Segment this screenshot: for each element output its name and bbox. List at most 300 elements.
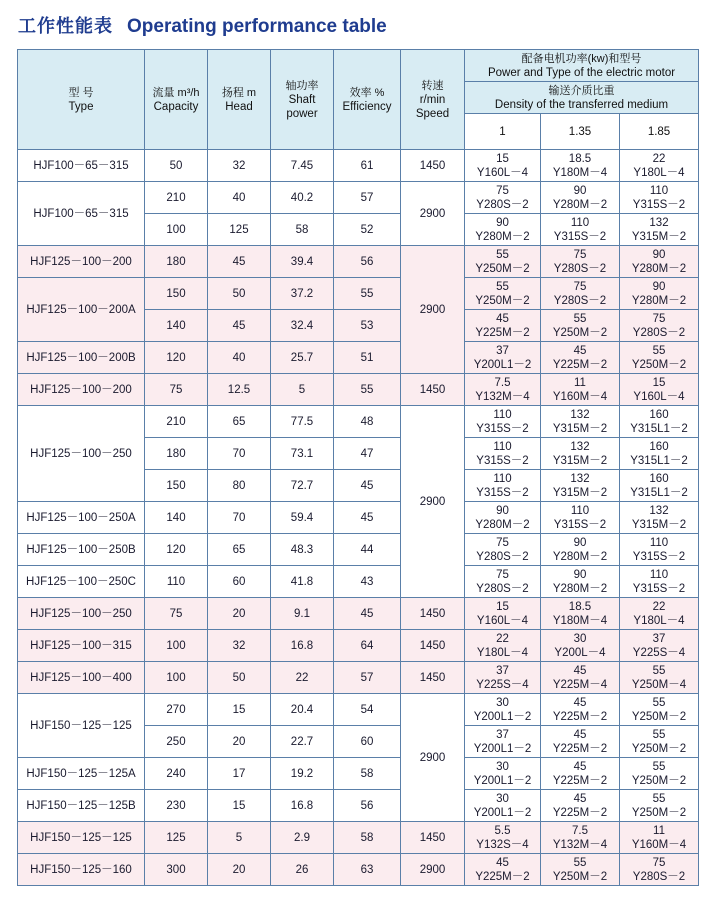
motor-power: 55 — [496, 280, 509, 293]
cell-motor — [620, 150, 699, 182]
header-type: 型 号 Type — [18, 50, 145, 150]
motor-power: 110 — [570, 504, 590, 517]
cell-efficiency: 45 — [334, 598, 401, 630]
cell-shaft-power: 2.9 — [271, 822, 334, 854]
cell-motor — [620, 758, 699, 790]
cell-efficiency: 56 — [334, 246, 401, 278]
motor-type: Y132M－4 — [552, 838, 608, 851]
motor-power: 110 — [493, 408, 512, 421]
motor-power: 132 — [570, 472, 590, 485]
cell-capacity: 140 — [145, 502, 208, 534]
cell-motor — [465, 534, 541, 566]
motor-type: Y280M－2 — [475, 230, 530, 243]
cell-head: 40 — [208, 182, 271, 214]
cell-model: HJF125－100－315 — [18, 630, 145, 662]
motor-power: 15 — [496, 600, 509, 613]
cell-capacity: 230 — [145, 790, 208, 822]
motor-power: 90 — [496, 504, 509, 517]
cell-head: 65 — [208, 534, 271, 566]
cell-motor — [620, 822, 699, 854]
cell-head: 45 — [208, 310, 271, 342]
motor-type: Y280M－2 — [631, 262, 687, 275]
cell-head: 80 — [208, 470, 271, 502]
cell-capacity: 150 — [145, 278, 208, 310]
cell-model: HJF125－100－250B — [18, 534, 145, 566]
motor-power: 90 — [573, 536, 587, 549]
cell-capacity: 180 — [145, 246, 208, 278]
motor-power: 15 — [652, 376, 666, 389]
motor-power: 45 — [573, 696, 587, 709]
cell-efficiency: 44 — [334, 534, 401, 566]
motor-type: Y280S－2 — [476, 582, 529, 595]
motor-type: Y250M－2 — [475, 262, 530, 275]
cell-capacity: 125 — [145, 822, 208, 854]
cell-motor — [541, 758, 620, 790]
cell-motor — [541, 438, 620, 470]
cell-capacity: 75 — [145, 598, 208, 630]
motor-type: Y180M－4 — [552, 166, 608, 179]
cell-head: 32 — [208, 630, 271, 662]
performance-table — [17, 49, 699, 886]
cell-shaft-power: 25.7 — [271, 342, 334, 374]
cell-motor — [465, 854, 541, 886]
motor-type: Y315M－2 — [552, 486, 608, 499]
cell-motor — [541, 790, 620, 822]
motor-type: Y250M－4 — [631, 678, 687, 691]
motor-power: 45 — [573, 728, 587, 741]
cell-motor — [541, 342, 620, 374]
motor-power: 55 — [652, 664, 666, 677]
cell-motor — [620, 502, 699, 534]
cell-capacity: 120 — [145, 534, 208, 566]
cell-motor — [620, 566, 699, 598]
motor-power: 45 — [573, 792, 587, 805]
motor-type: Y225M－2 — [552, 742, 608, 755]
cell-capacity: 270 — [145, 694, 208, 726]
page-title — [18, 12, 387, 42]
motor-type: Y280M－2 — [552, 550, 608, 563]
cell-shaft-power: 26 — [271, 854, 334, 886]
motor-type: Y200L1－2 — [473, 710, 532, 723]
motor-power: 7.5 — [572, 824, 588, 837]
cell-shaft-power: 16.8 — [271, 790, 334, 822]
cell-model: HJF150－125－125 — [18, 822, 145, 854]
cell-speed: 2900 — [401, 854, 465, 886]
cell-motor — [541, 374, 620, 406]
motor-power: 90 — [496, 216, 509, 229]
motor-power: 11 — [653, 824, 665, 837]
cell-shaft-power: 9.1 — [271, 598, 334, 630]
cell-motor — [620, 438, 699, 470]
cell-capacity: 300 — [145, 854, 208, 886]
motor-power: 75 — [496, 184, 509, 197]
cell-motor — [541, 150, 620, 182]
cell-capacity: 100 — [145, 214, 208, 246]
cell-model: HJF125－100－200 — [18, 246, 145, 278]
motor-power: 30 — [496, 760, 509, 773]
cell-motor — [541, 214, 620, 246]
motor-power: 7.5 — [494, 376, 511, 389]
cell-motor — [620, 694, 699, 726]
title-cn: 工作性能表 — [18, 16, 113, 37]
cell-motor — [620, 662, 699, 694]
cell-efficiency: 54 — [334, 694, 401, 726]
cell-model: HJF150－125－125 — [18, 694, 145, 758]
cell-capacity: 100 — [145, 630, 208, 662]
motor-type: Y315S－2 — [632, 550, 686, 563]
motor-power: 75 — [496, 536, 509, 549]
motor-power: 110 — [493, 440, 512, 453]
cell-motor — [465, 150, 541, 182]
motor-type: Y250M－2 — [631, 806, 687, 819]
motor-type: Y250M－2 — [552, 870, 608, 883]
motor-type: Y280S－2 — [476, 198, 529, 211]
table-row — [18, 278, 699, 310]
cell-motor — [620, 182, 699, 214]
motor-type: Y200L1－2 — [473, 806, 532, 819]
cell-efficiency: 53 — [334, 310, 401, 342]
motor-power: 45 — [573, 344, 587, 357]
motor-power: 45 — [496, 856, 509, 869]
cell-motor — [541, 182, 620, 214]
density-2: 1.35 — [541, 114, 620, 150]
motor-type: Y200L－4 — [554, 646, 606, 659]
motor-type: Y200L1－2 — [473, 774, 532, 787]
motor-power: 5.5 — [494, 824, 511, 837]
motor-type: Y250M－2 — [631, 774, 687, 787]
cell-speed: 2900 — [401, 246, 465, 374]
cell-model: HJF125－100－200 — [18, 374, 145, 406]
cell-speed: 1450 — [401, 822, 465, 854]
cell-capacity: 120 — [145, 342, 208, 374]
table-row — [18, 598, 699, 630]
motor-power: 45 — [573, 760, 587, 773]
table-row — [18, 406, 699, 438]
header-capacity: 流量 m³/h Capacity — [145, 50, 208, 150]
motor-type: Y315M－2 — [631, 518, 687, 531]
cell-head: 50 — [208, 278, 271, 310]
motor-type: Y225S－4 — [476, 678, 529, 691]
cell-efficiency: 43 — [334, 566, 401, 598]
cell-head: 125 — [208, 214, 271, 246]
table-row — [18, 694, 699, 726]
motor-type: Y280M－2 — [552, 582, 608, 595]
cell-shaft-power: 41.8 — [271, 566, 334, 598]
motor-type: Y225M－2 — [475, 326, 530, 339]
cell-model: HJF125－100－250A — [18, 502, 145, 534]
cell-motor — [620, 790, 699, 822]
motor-type: Y160L－4 — [633, 390, 685, 403]
motor-power: 11 — [574, 376, 586, 389]
cell-shaft-power: 72.7 — [271, 470, 334, 502]
table-row — [18, 342, 699, 374]
cell-capacity: 100 — [145, 662, 208, 694]
cell-motor — [541, 854, 620, 886]
cell-motor — [620, 598, 699, 630]
cell-motor — [465, 246, 541, 278]
motor-power: 110 — [649, 536, 669, 549]
cell-motor — [620, 470, 699, 502]
motor-type: Y280S－2 — [553, 262, 607, 275]
cell-head: 32 — [208, 150, 271, 182]
motor-type: Y315S－2 — [553, 230, 607, 243]
motor-type: Y250M－2 — [631, 358, 687, 371]
table-row — [18, 534, 699, 566]
cell-efficiency: 55 — [334, 278, 401, 310]
cell-model: HJF125－100－400 — [18, 662, 145, 694]
cell-efficiency: 51 — [334, 342, 401, 374]
motor-power: 110 — [570, 216, 590, 229]
cell-head: 15 — [208, 694, 271, 726]
motor-type: Y315S－2 — [476, 486, 529, 499]
header-head: 扬程 m Head — [208, 50, 271, 150]
cell-motor — [620, 854, 699, 886]
motor-type: Y180L－4 — [633, 166, 685, 179]
motor-power: 37 — [652, 632, 666, 645]
motor-power: 37 — [496, 728, 509, 741]
cell-motor — [465, 662, 541, 694]
cell-head: 5 — [208, 822, 271, 854]
motor-type: Y315M－2 — [552, 454, 608, 467]
cell-shaft-power: 77.5 — [271, 406, 334, 438]
motor-power: 55 — [652, 344, 666, 357]
table-row — [18, 566, 699, 598]
motor-power: 18.5 — [568, 152, 592, 165]
cell-motor — [620, 534, 699, 566]
motor-power: 55 — [652, 792, 666, 805]
cell-head: 70 — [208, 438, 271, 470]
motor-type: Y315M－2 — [552, 422, 608, 435]
header-shaft-power: 轴功率 Shaft power — [271, 50, 334, 150]
header-density: 输送介质比重 Density of the transferred medium — [465, 82, 699, 114]
cell-head: 60 — [208, 566, 271, 598]
cell-efficiency: 55 — [334, 374, 401, 406]
cell-efficiency: 58 — [334, 758, 401, 790]
cell-model: HJF125－100－250 — [18, 406, 145, 502]
motor-type: Y132S－4 — [476, 838, 529, 851]
motor-type: Y280S－2 — [476, 550, 529, 563]
cell-head: 65 — [208, 406, 271, 438]
motor-power: 110 — [493, 472, 512, 485]
cell-model: HJF125－100－250C — [18, 566, 145, 598]
motor-power: 132 — [649, 504, 669, 517]
table-row — [18, 246, 699, 278]
motor-power: 160 — [649, 408, 669, 421]
cell-head: 50 — [208, 662, 271, 694]
header-speed: 转速 r/min Speed — [401, 50, 465, 150]
motor-power: 30 — [496, 696, 509, 709]
cell-model: HJF150－125－125B — [18, 790, 145, 822]
cell-head: 20 — [208, 598, 271, 630]
cell-efficiency: 45 — [334, 470, 401, 502]
motor-power: 55 — [652, 760, 666, 773]
motor-type: Y180M－4 — [552, 614, 608, 627]
cell-shaft-power: 73.1 — [271, 438, 334, 470]
cell-shaft-power: 16.8 — [271, 630, 334, 662]
cell-capacity: 210 — [145, 406, 208, 438]
motor-type: Y160L－4 — [476, 614, 529, 627]
motor-type: Y225M－2 — [552, 774, 608, 787]
cell-model: HJF125－100－200B — [18, 342, 145, 374]
motor-type: Y315S－2 — [632, 582, 686, 595]
motor-power: 55 — [652, 728, 666, 741]
motor-type: Y280M－2 — [631, 294, 687, 307]
motor-power: 55 — [573, 312, 587, 325]
cell-efficiency: 64 — [334, 630, 401, 662]
motor-power: 90 — [652, 280, 666, 293]
cell-speed: 1450 — [401, 150, 465, 182]
cell-motor — [465, 214, 541, 246]
cell-capacity: 50 — [145, 150, 208, 182]
motor-type: Y315L1－2 — [630, 486, 688, 499]
cell-motor — [541, 598, 620, 630]
cell-motor — [465, 278, 541, 310]
motor-power: 45 — [496, 312, 509, 325]
motor-type: Y280S－2 — [553, 294, 607, 307]
cell-efficiency: 60 — [334, 726, 401, 758]
cell-model: HJF100－65－315 — [18, 182, 145, 246]
cell-motor — [620, 246, 699, 278]
cell-motor — [541, 406, 620, 438]
header-efficiency: 效率 % Efficiency — [334, 50, 401, 150]
cell-head: 20 — [208, 726, 271, 758]
cell-motor — [465, 758, 541, 790]
motor-power: 75 — [496, 568, 509, 581]
cell-motor — [541, 726, 620, 758]
cell-efficiency: 57 — [334, 182, 401, 214]
cell-head: 12.5 — [208, 374, 271, 406]
cell-speed: 1450 — [401, 374, 465, 406]
cell-speed: 2900 — [401, 406, 465, 598]
cell-shaft-power: 22 — [271, 662, 334, 694]
cell-motor — [541, 246, 620, 278]
cell-motor — [541, 470, 620, 502]
motor-type: Y250M－2 — [631, 710, 687, 723]
cell-shaft-power: 32.4 — [271, 310, 334, 342]
motor-type: Y160L－4 — [476, 166, 529, 179]
motor-type: Y280M－2 — [475, 518, 530, 531]
cell-shaft-power: 48.3 — [271, 534, 334, 566]
cell-motor — [465, 406, 541, 438]
cell-shaft-power: 40.2 — [271, 182, 334, 214]
cell-motor — [541, 822, 620, 854]
cell-motor — [465, 566, 541, 598]
motor-type: Y225S－4 — [632, 646, 686, 659]
cell-motor — [620, 406, 699, 438]
motor-type: Y225M－2 — [475, 870, 530, 883]
motor-type: Y315S－2 — [632, 198, 686, 211]
motor-power: 75 — [652, 856, 666, 869]
cell-speed: 1450 — [401, 630, 465, 662]
motor-type: Y250M－2 — [552, 326, 608, 339]
motor-power: 110 — [649, 568, 669, 581]
cell-motor — [541, 502, 620, 534]
table-row — [18, 502, 699, 534]
cell-head: 45 — [208, 246, 271, 278]
cell-capacity: 240 — [145, 758, 208, 790]
motor-power: 132 — [570, 440, 590, 453]
cell-head: 20 — [208, 854, 271, 886]
cell-head: 17 — [208, 758, 271, 790]
motor-power: 75 — [573, 248, 587, 261]
cell-efficiency: 63 — [334, 854, 401, 886]
cell-efficiency: 58 — [334, 822, 401, 854]
cell-motor — [465, 598, 541, 630]
cell-motor — [620, 310, 699, 342]
cell-motor — [465, 694, 541, 726]
cell-model: HJF125－100－250 — [18, 598, 145, 630]
title-en: Operating performance table — [127, 16, 387, 37]
cell-shaft-power: 39.4 — [271, 246, 334, 278]
cell-capacity: 180 — [145, 438, 208, 470]
cell-motor — [620, 342, 699, 374]
cell-motor — [541, 630, 620, 662]
cell-shaft-power: 20.4 — [271, 694, 334, 726]
motor-power: 45 — [573, 664, 587, 677]
cell-motor — [541, 278, 620, 310]
table-row — [18, 182, 699, 214]
cell-efficiency: 57 — [334, 662, 401, 694]
motor-power: 90 — [652, 248, 666, 261]
motor-power: 132 — [649, 216, 669, 229]
motor-power: 15 — [496, 152, 509, 165]
motor-type: Y315S－2 — [476, 454, 529, 467]
cell-motor — [541, 694, 620, 726]
cell-model: HJF150－125－160 — [18, 854, 145, 886]
motor-power: 160 — [649, 472, 669, 485]
cell-motor — [465, 470, 541, 502]
cell-motor — [620, 214, 699, 246]
table-row — [18, 822, 699, 854]
cell-capacity: 150 — [145, 470, 208, 502]
motor-type: Y225M－2 — [552, 710, 608, 723]
motor-power: 22 — [496, 632, 509, 645]
cell-capacity: 250 — [145, 726, 208, 758]
motor-power: 132 — [570, 408, 590, 421]
cell-efficiency: 48 — [334, 406, 401, 438]
cell-shaft-power: 5 — [271, 374, 334, 406]
motor-type: Y225M－2 — [552, 806, 608, 819]
header-motor: 配备电机功率(kw)和型号 Power and Type of the electric motor — [465, 50, 699, 82]
motor-type: Y250M－2 — [475, 294, 530, 307]
motor-type: Y132M－4 — [475, 390, 530, 403]
motor-type: Y315S－2 — [476, 422, 529, 435]
cell-shaft-power: 7.45 — [271, 150, 334, 182]
motor-power: 30 — [496, 792, 509, 805]
cell-motor — [465, 502, 541, 534]
cell-efficiency: 47 — [334, 438, 401, 470]
motor-type: Y280S－2 — [632, 326, 686, 339]
cell-shaft-power: 59.4 — [271, 502, 334, 534]
motor-type: Y180L－4 — [633, 614, 685, 627]
table-row — [18, 790, 699, 822]
motor-power: 37 — [496, 664, 509, 677]
motor-power: 55 — [496, 248, 509, 261]
motor-type: Y225M－2 — [552, 358, 608, 371]
motor-type: Y315S－2 — [553, 518, 607, 531]
motor-type: Y225M－4 — [552, 678, 608, 691]
motor-power: 55 — [573, 856, 587, 869]
cell-speed: 1450 — [401, 662, 465, 694]
motor-type: Y160M－4 — [552, 390, 608, 403]
cell-motor — [465, 310, 541, 342]
motor-power: 160 — [649, 440, 669, 453]
motor-type: Y315L1－2 — [630, 422, 688, 435]
cell-head: 15 — [208, 790, 271, 822]
cell-motor — [465, 630, 541, 662]
motor-power: 22 — [652, 152, 666, 165]
motor-type: Y315M－2 — [631, 230, 687, 243]
